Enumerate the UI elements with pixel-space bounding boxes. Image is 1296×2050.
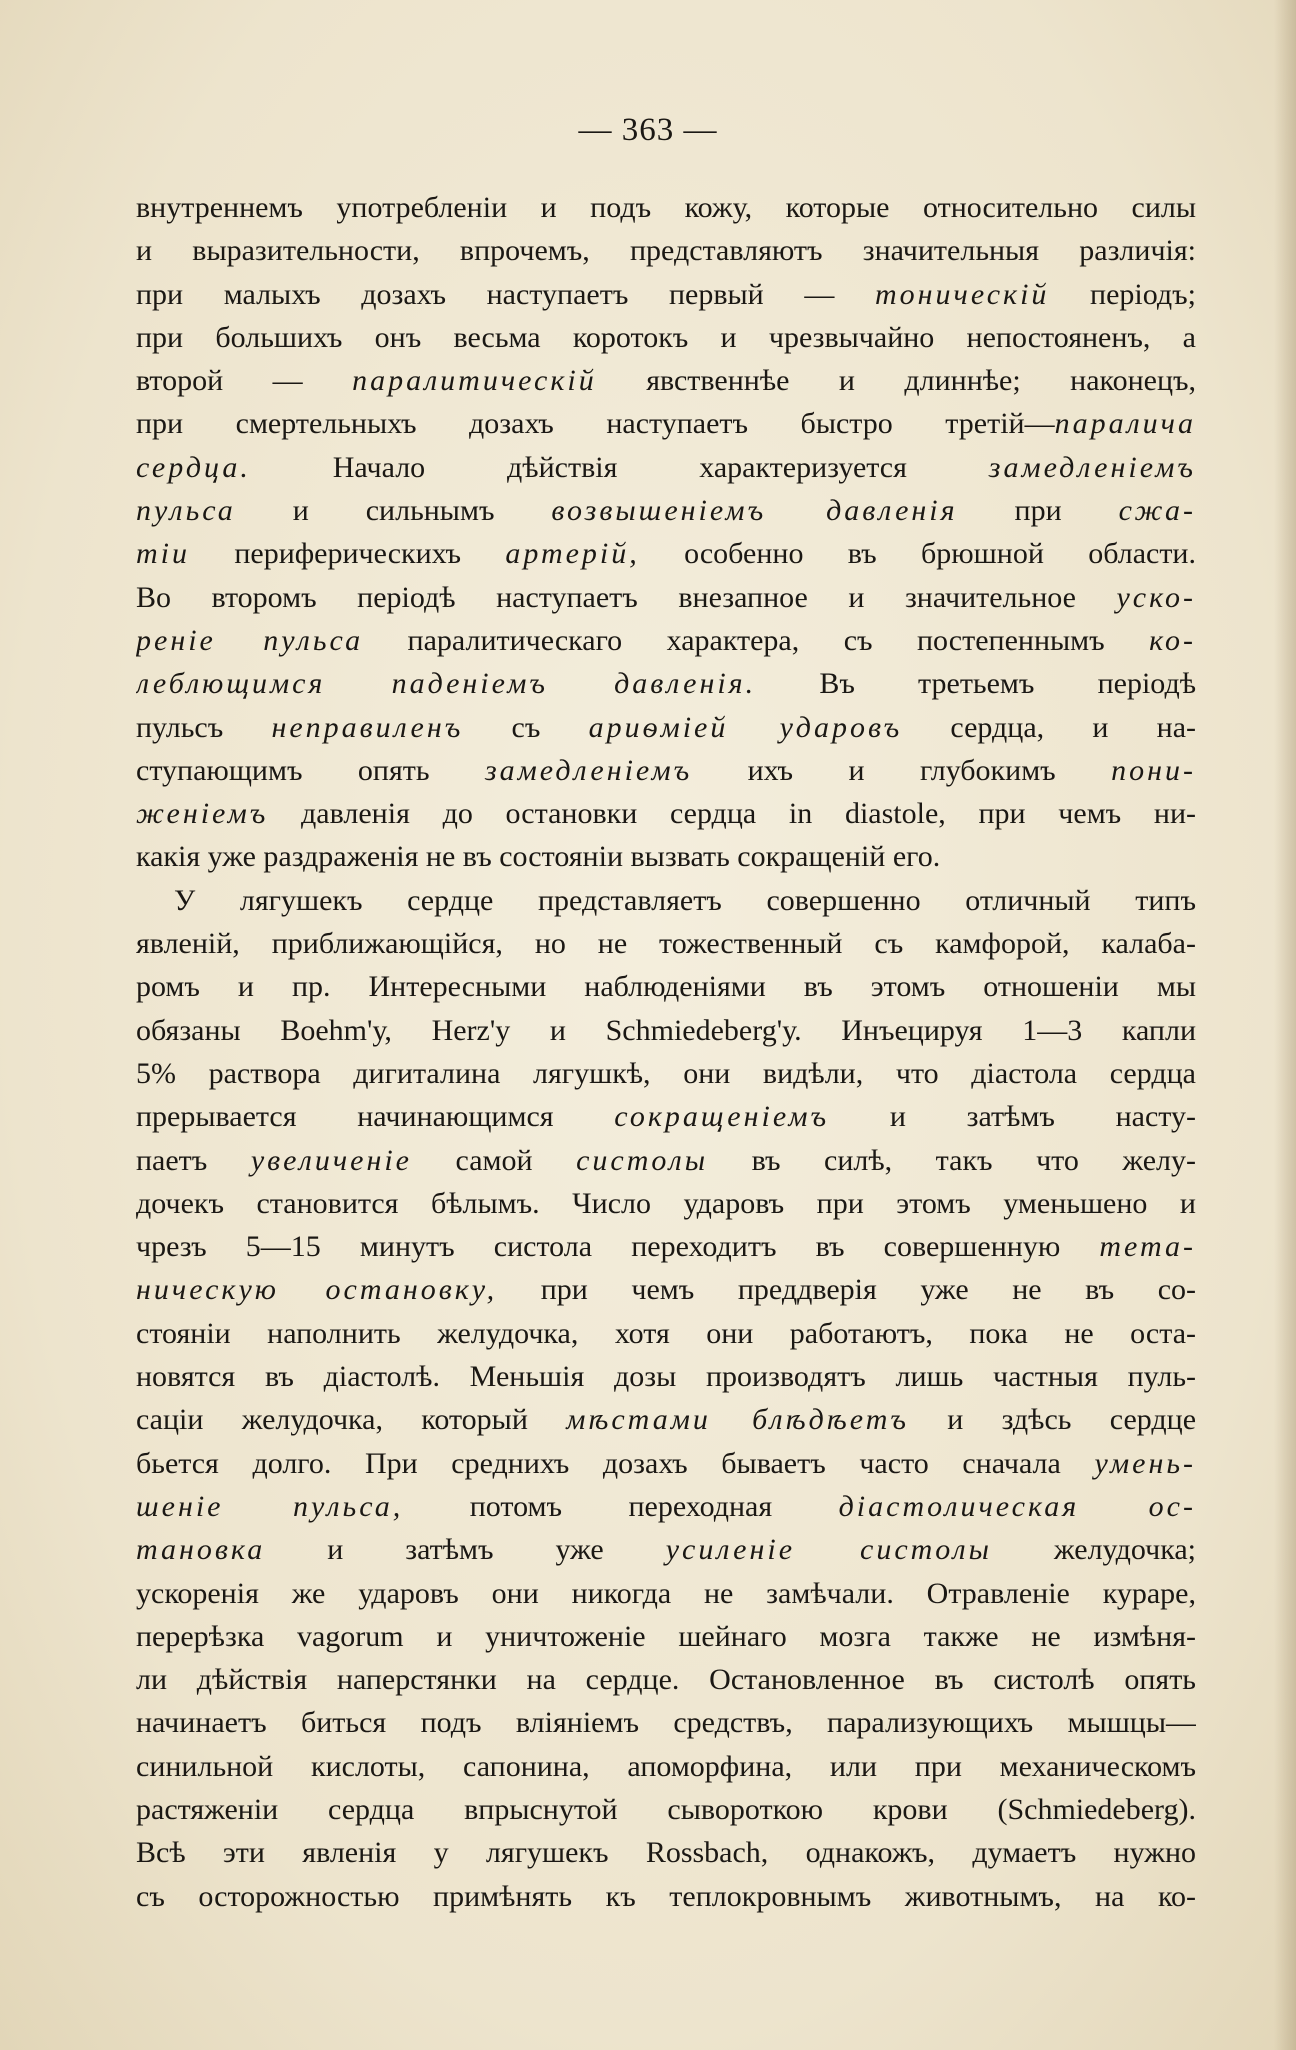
- text-segment: прерывается начинающимся: [136, 1100, 615, 1134]
- text-segment: Во второмъ періодѣ наступаетъ внезапное и значительное: [136, 580, 1117, 614]
- text-line: [136, 1095, 1196, 1138]
- text-line: [136, 1658, 1196, 1701]
- text-line: [136, 1355, 1196, 1398]
- text-line: [136, 1788, 1196, 1831]
- emphasized-text: сокращеніемъ: [614, 1100, 830, 1134]
- emphasized-text: возвышеніемъ давленія: [551, 494, 958, 528]
- text-line: [136, 1312, 1196, 1355]
- emphasized-text: усиленіе систолы: [665, 1533, 992, 1567]
- text-line: [136, 879, 1196, 922]
- text-segment: періодъ;: [1049, 277, 1196, 311]
- text-segment: периферическихъ: [190, 537, 506, 571]
- text-segment: ускоренія же ударовъ они никогда не замѣчали. Отравленіе кураре,: [136, 1576, 1196, 1610]
- text-segment: при малыхъ дозахъ наступаетъ первый —: [136, 277, 875, 311]
- text-segment: перерѣзка vagorum и уничтоженіе шейнаго мозга также не измѣня-: [136, 1619, 1196, 1653]
- text-segment: Начало дѣйствія характеризуется: [250, 450, 989, 484]
- emphasized-text: паралитическій: [352, 364, 597, 398]
- text-segment: ступающимъ опять: [136, 753, 485, 787]
- text-segment: паралитическаго характера, съ постепеннымъ: [363, 623, 1150, 657]
- text-line: [136, 835, 1196, 878]
- emphasized-text: сердца.: [136, 450, 251, 484]
- text-line: [136, 229, 1196, 272]
- text-segment: саціи желудочка, который: [136, 1403, 567, 1437]
- text-line: [136, 359, 1196, 402]
- text-segment: чрезъ 5—15 минутъ систола переходитъ въ совершенную: [136, 1230, 1100, 1264]
- text-segment: начинаетъ биться подъ вліяніемъ средствъ, парализующихъ мышцы—: [136, 1706, 1196, 1740]
- text-segment: Всѣ эти явленія у лягушекъ Rossbach, однакожъ, думаетъ нужно: [136, 1836, 1196, 1870]
- text-segment: растяженіи сердца впрыснутой сывороткою крови (Schmiedeberg).: [136, 1792, 1196, 1826]
- text-line: [136, 1225, 1196, 1268]
- text-segment: второй —: [136, 364, 353, 398]
- text-segment: какія уже раздраженія не въ состояніи вызвать сокращеній его.: [136, 840, 941, 874]
- text-segment: потомъ переходная: [403, 1489, 839, 1523]
- emphasized-text: женіемъ: [136, 797, 269, 831]
- emphasized-text: реніе пульса: [136, 623, 364, 657]
- text-line: [136, 1009, 1196, 1052]
- text-segment: явленій, приближающійся, но не тожественный съ камфорой, калаба-: [136, 927, 1196, 961]
- text-line: [136, 662, 1196, 705]
- text-segment: съ: [463, 710, 589, 744]
- text-line: [136, 1701, 1196, 1744]
- text-line: [136, 792, 1196, 835]
- emphasized-text: артерій,: [505, 537, 640, 571]
- text-line: [136, 1442, 1196, 1485]
- text-line: [136, 576, 1196, 619]
- text-segment: ли дѣйствія наперстянки на сердце. Остановленное въ систолѣ опять: [136, 1663, 1196, 1697]
- emphasized-text: мѣстами блѣдѣетъ: [566, 1403, 909, 1437]
- text-line: [136, 446, 1196, 489]
- emphasized-text: замедленіемъ: [988, 450, 1196, 484]
- text-segment: ромъ и пр. Интересными наблюденіями въ этомъ отношеніи мы: [136, 970, 1196, 1004]
- text-line: [136, 706, 1196, 749]
- emphasized-text: паралича: [1054, 407, 1196, 441]
- emphasized-text: увеличеніе: [250, 1143, 412, 1177]
- emphasized-text: шеніе пульса,: [136, 1489, 404, 1523]
- text-line: [136, 619, 1196, 662]
- emphasized-text: тіи: [136, 537, 190, 571]
- emphasized-text: сжа-: [1118, 494, 1196, 528]
- text-segment: синильной кислоты, сапонина, апоморфина, или при механическомъ: [136, 1749, 1196, 1783]
- text-line: [136, 532, 1196, 575]
- text-segment: особенно въ брюшной области.: [639, 537, 1196, 571]
- text-segment: и сильнымъ: [235, 494, 552, 528]
- text-segment: бьется долго. При среднихъ дозахъ бываетъ часто сначала: [136, 1446, 1095, 1480]
- emphasized-text: пульса: [136, 494, 236, 528]
- text-segment: и затѣмъ уже: [265, 1533, 666, 1567]
- text-segment: при чемъ преддверія уже не въ со-: [497, 1273, 1196, 1307]
- text-segment: желудочка;: [991, 1533, 1196, 1567]
- text-segment: и выразительности, впрочемъ, представляютъ значительныя различія:: [136, 234, 1196, 268]
- text-line: [136, 1139, 1196, 1182]
- text-segment: пульсъ: [136, 710, 272, 744]
- text-segment: въ силѣ, такъ что желу-: [708, 1143, 1196, 1177]
- text-line: [136, 489, 1196, 532]
- text-segment: и здѣсь сердце: [908, 1403, 1196, 1437]
- text-line: [136, 749, 1196, 792]
- text-line: [136, 1745, 1196, 1788]
- emphasized-text: ническую остановку,: [136, 1273, 498, 1307]
- emphasized-text: тановка: [136, 1533, 266, 1567]
- emphasized-text: тета-: [1099, 1230, 1196, 1264]
- text-line: [136, 1572, 1196, 1615]
- text-segment: сердца, и на-: [902, 710, 1196, 744]
- text-segment: У лягушекъ сердце представляетъ совершенно отличный типъ: [174, 883, 1196, 917]
- emphasized-text: систолы: [576, 1143, 709, 1177]
- body-text: [136, 186, 1196, 1918]
- text-segment: новятся въ діастолѣ. Меньшія дозы производятъ лишь частныя пуль-: [136, 1360, 1196, 1394]
- text-segment: и затѣмъ насту-: [829, 1100, 1196, 1134]
- text-line: [136, 1182, 1196, 1225]
- text-segment: при большихъ онъ весьма коротокъ и чрезвычайно непостояненъ, а: [136, 320, 1196, 354]
- text-segment: ихъ и глубокимъ: [692, 753, 1112, 787]
- text-segment: явственнѣе и длиннѣе; наконецъ,: [596, 364, 1196, 398]
- text-line: [136, 1615, 1196, 1658]
- text-line: [136, 965, 1196, 1008]
- text-line: [136, 273, 1196, 316]
- text-line: [136, 1485, 1196, 1528]
- text-segment: 5% раствора дигиталина лягушкѣ, они видѣли, что діастола сердца: [136, 1056, 1196, 1090]
- text-line: [136, 402, 1196, 445]
- text-segment: давленія до остановки сердца in diastole, при чемъ ни-: [268, 797, 1196, 831]
- text-segment: съ осторожностью примѣнять къ теплокровнымъ животнымъ, на ко-: [136, 1879, 1196, 1913]
- emphasized-text: діастолическая ос-: [838, 1489, 1196, 1523]
- emphasized-text: умень-: [1094, 1446, 1196, 1480]
- text-segment: стояніи наполнить желудочка, хотя они работаютъ, пока не оста-: [136, 1316, 1196, 1350]
- page-number: — 363 —: [578, 112, 718, 148]
- text-segment: при: [957, 494, 1119, 528]
- emphasized-text: пони-: [1111, 753, 1196, 787]
- text-segment: самой: [412, 1143, 577, 1177]
- text-segment: обязаны Boehm'у, Herz'у и Schmiedeberg'у. Инъецируя 1—3 капли: [136, 1013, 1196, 1047]
- text-line: [136, 316, 1196, 359]
- text-line: [136, 1398, 1196, 1441]
- emphasized-text: ариѳміей ударовъ: [588, 710, 903, 744]
- text-segment: дочекъ становится бѣлымъ. Число ударовъ при этомъ уменьшено и: [136, 1186, 1196, 1220]
- text-segment: внутреннемъ употребленіи и подъ кожу, которые относительно силы: [136, 191, 1196, 224]
- text-line: [136, 186, 1196, 229]
- emphasized-text: уско-: [1116, 580, 1196, 614]
- emphasized-text: тоническій: [874, 277, 1050, 311]
- text-segment: паетъ: [136, 1143, 251, 1177]
- text-line: [136, 922, 1196, 965]
- text-line: [136, 1268, 1196, 1311]
- text-segment: Въ третьемъ періодѣ: [756, 667, 1196, 701]
- page-edge-shadow: [1274, 0, 1296, 2050]
- text-line: [136, 1831, 1196, 1874]
- text-line: [136, 1875, 1196, 1918]
- text-line: [136, 1528, 1196, 1571]
- emphasized-text: леблющимся паденіемъ давленія.: [136, 667, 757, 701]
- emphasized-text: замедленіемъ: [484, 753, 693, 787]
- text-segment: при смертельныхъ дозахъ наступаетъ быстро третій—: [136, 407, 1055, 441]
- emphasized-text: ко-: [1149, 623, 1196, 657]
- emphasized-text: неправиленъ: [271, 710, 464, 744]
- text-line: [136, 1052, 1196, 1095]
